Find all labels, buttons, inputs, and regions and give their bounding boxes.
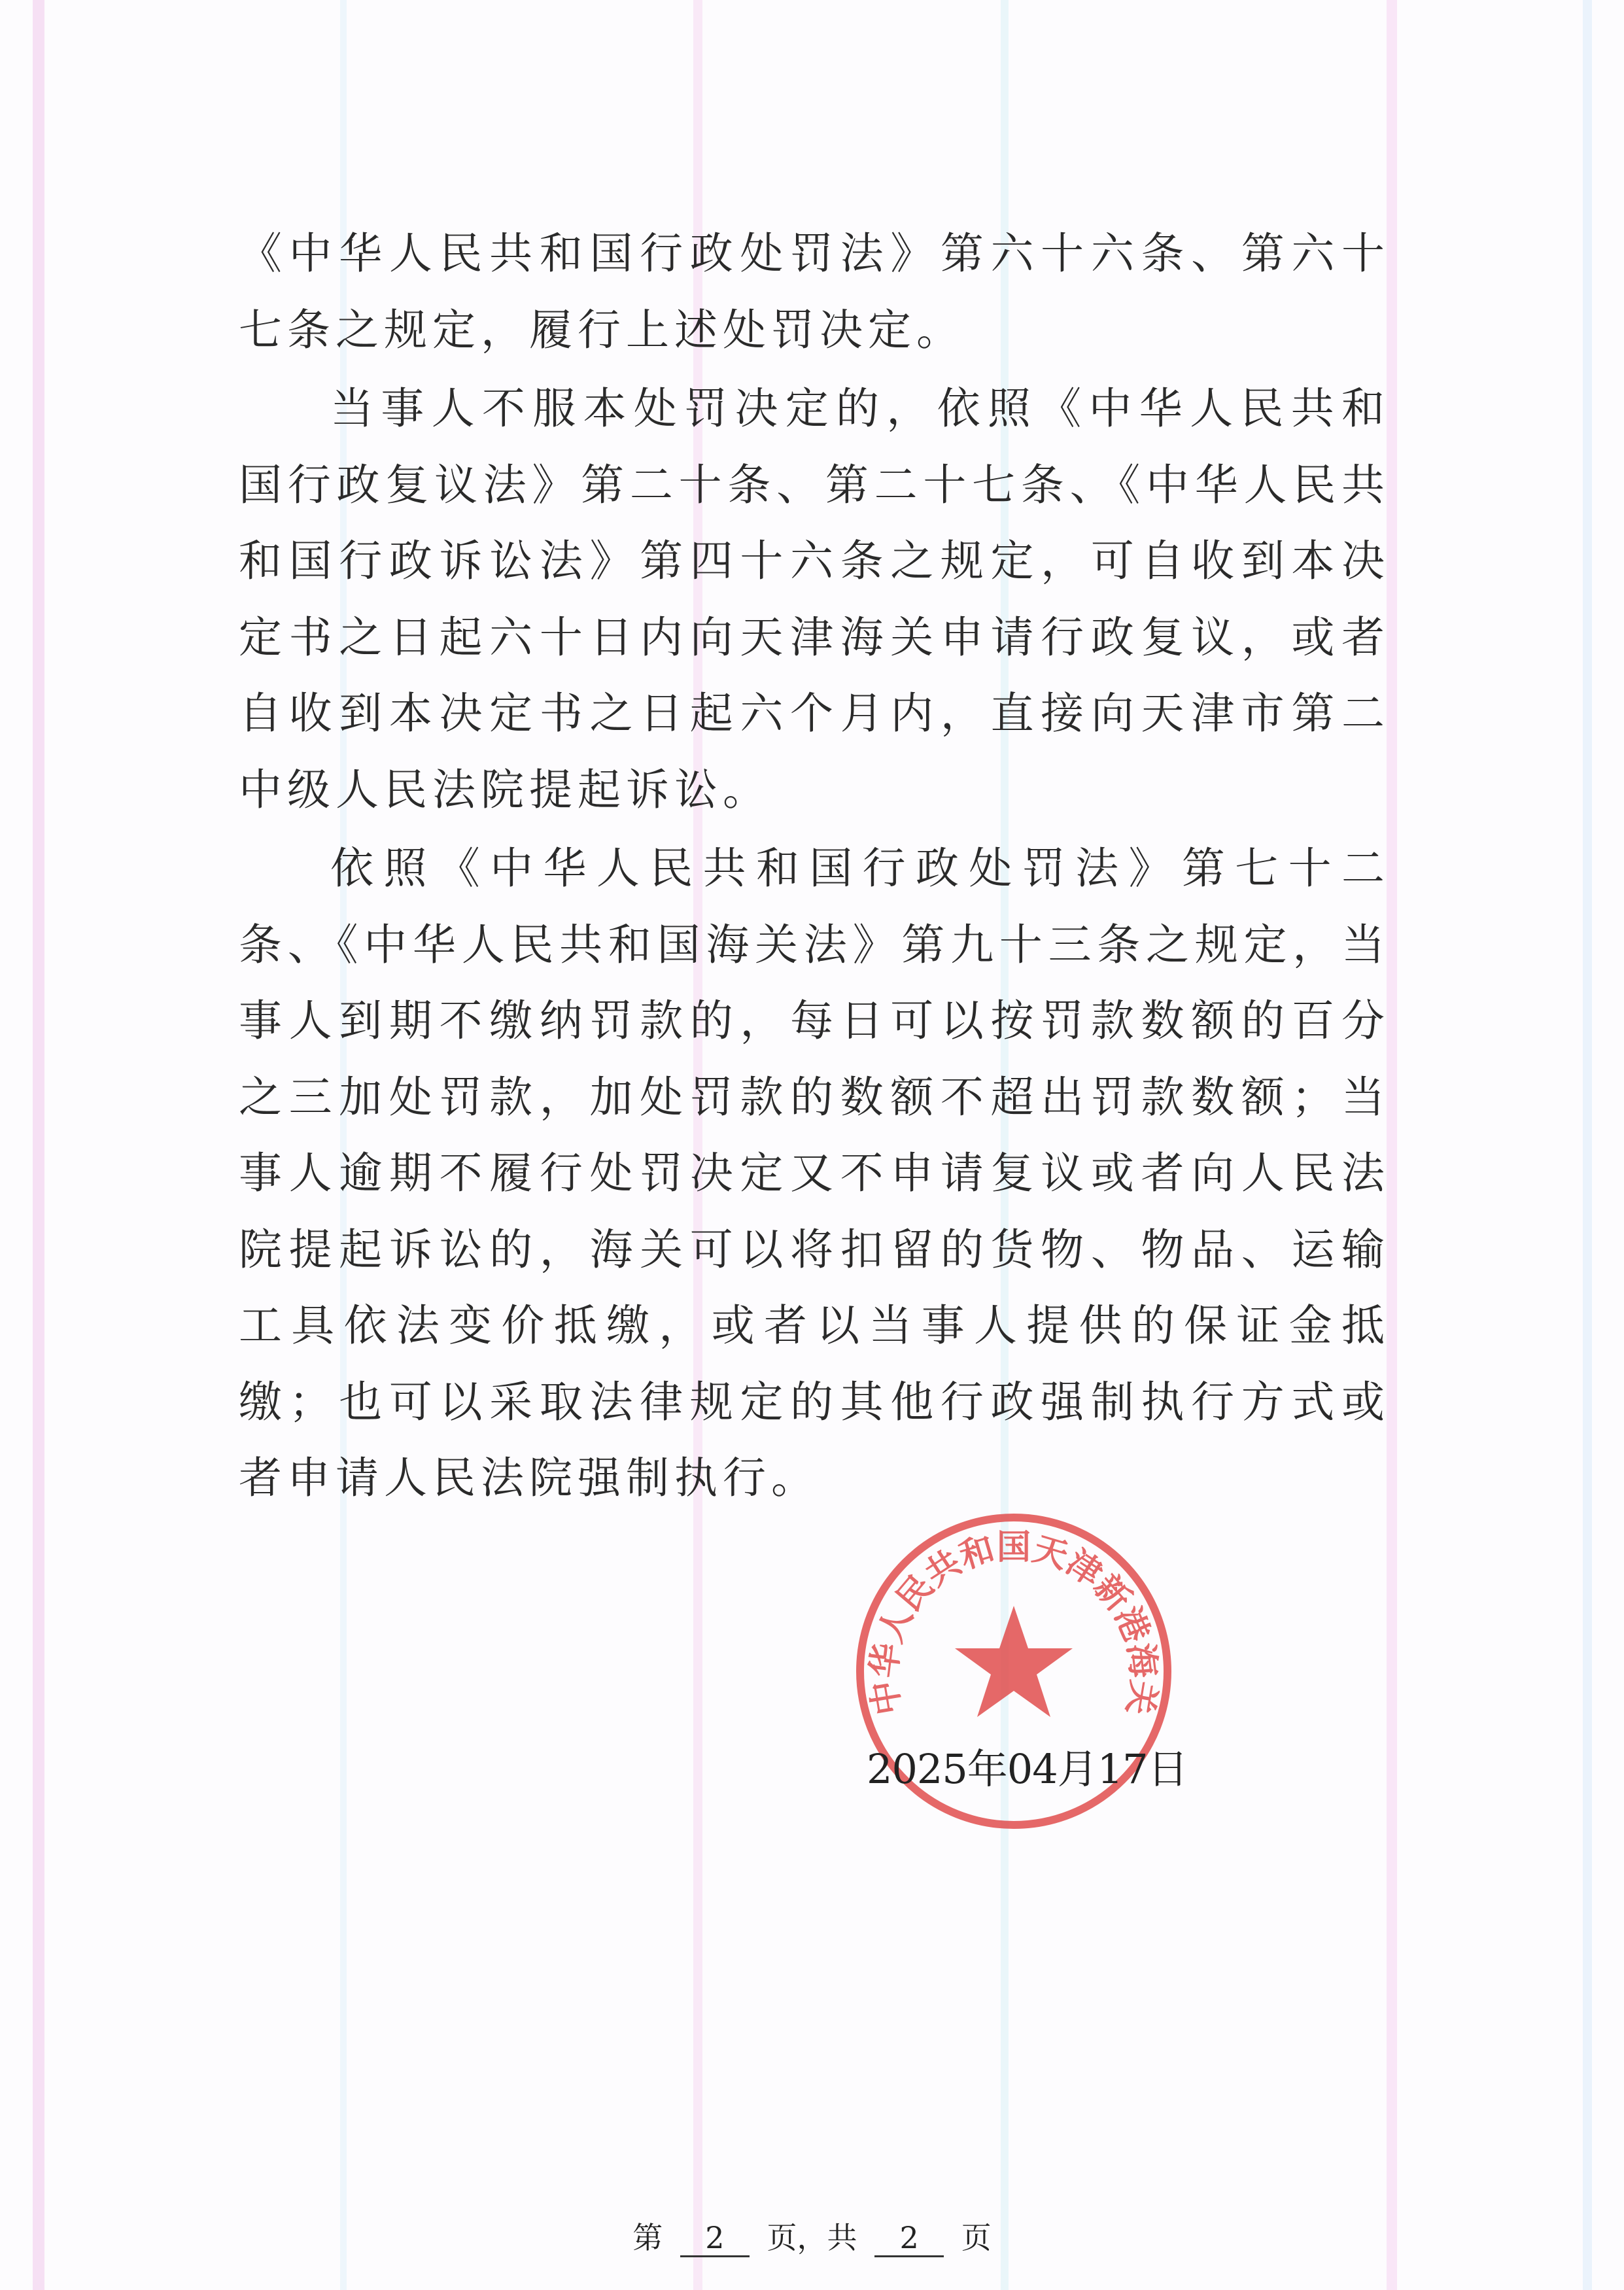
scan-streak <box>33 0 44 2290</box>
total-page-number: 2 <box>874 2220 944 2257</box>
footer-middle: 页，共 <box>767 2220 857 2255</box>
star-icon <box>955 1606 1073 1717</box>
paragraph-1: 《中华人民共和国行政处罚法》第六十六条、第六十七条之规定，履行上述处罚决定。 <box>239 228 1390 355</box>
seal-text: 中华人民共和国天津新港海关 <box>863 1527 1164 1718</box>
current-page-number: 2 <box>680 2220 750 2257</box>
paragraph-3: 依照《中华人民共和国行政处罚法》第七十二条、《中华人民共和国海关法》第九十三条之规定，当事人到期不缴纳罚款的，每日可以按罚款数额的百分之三加处罚款，加处罚款的数额不超出罚款数额；当事人逾期不履行处罚决定又不申请复议或者向人民法院提起诉讼的，海关可以将扣留的货物、物品、运输工具依法变价抵缴，或者以当事人提供的保证金抵缴；也可以采取法律规定的其他行政强制执行方式或者申请人民法院强制执行。 <box>239 843 1390 1503</box>
page-footer <box>0 2214 1624 2257</box>
scan-streak <box>1583 0 1592 2290</box>
document-body <box>239 216 1390 1519</box>
footer-suffix: 页 <box>961 2220 992 2255</box>
issue-date: 2025年04月17日 <box>867 1745 1188 1793</box>
paragraph-2: 当事人不服本处罚决定的，依照《中华人民共和国行政复议法》第二十条、第二十七条、《中华人民共和国行政诉讼法》第四十六条之规定，可自收到本决定书之日起六十日内向天津海关申请行政复议，或者自收到本决定书之日起六个月内，直接向天津市第二中级人民法院提起诉讼。 <box>239 383 1390 815</box>
footer-prefix: 第 <box>632 2220 663 2255</box>
